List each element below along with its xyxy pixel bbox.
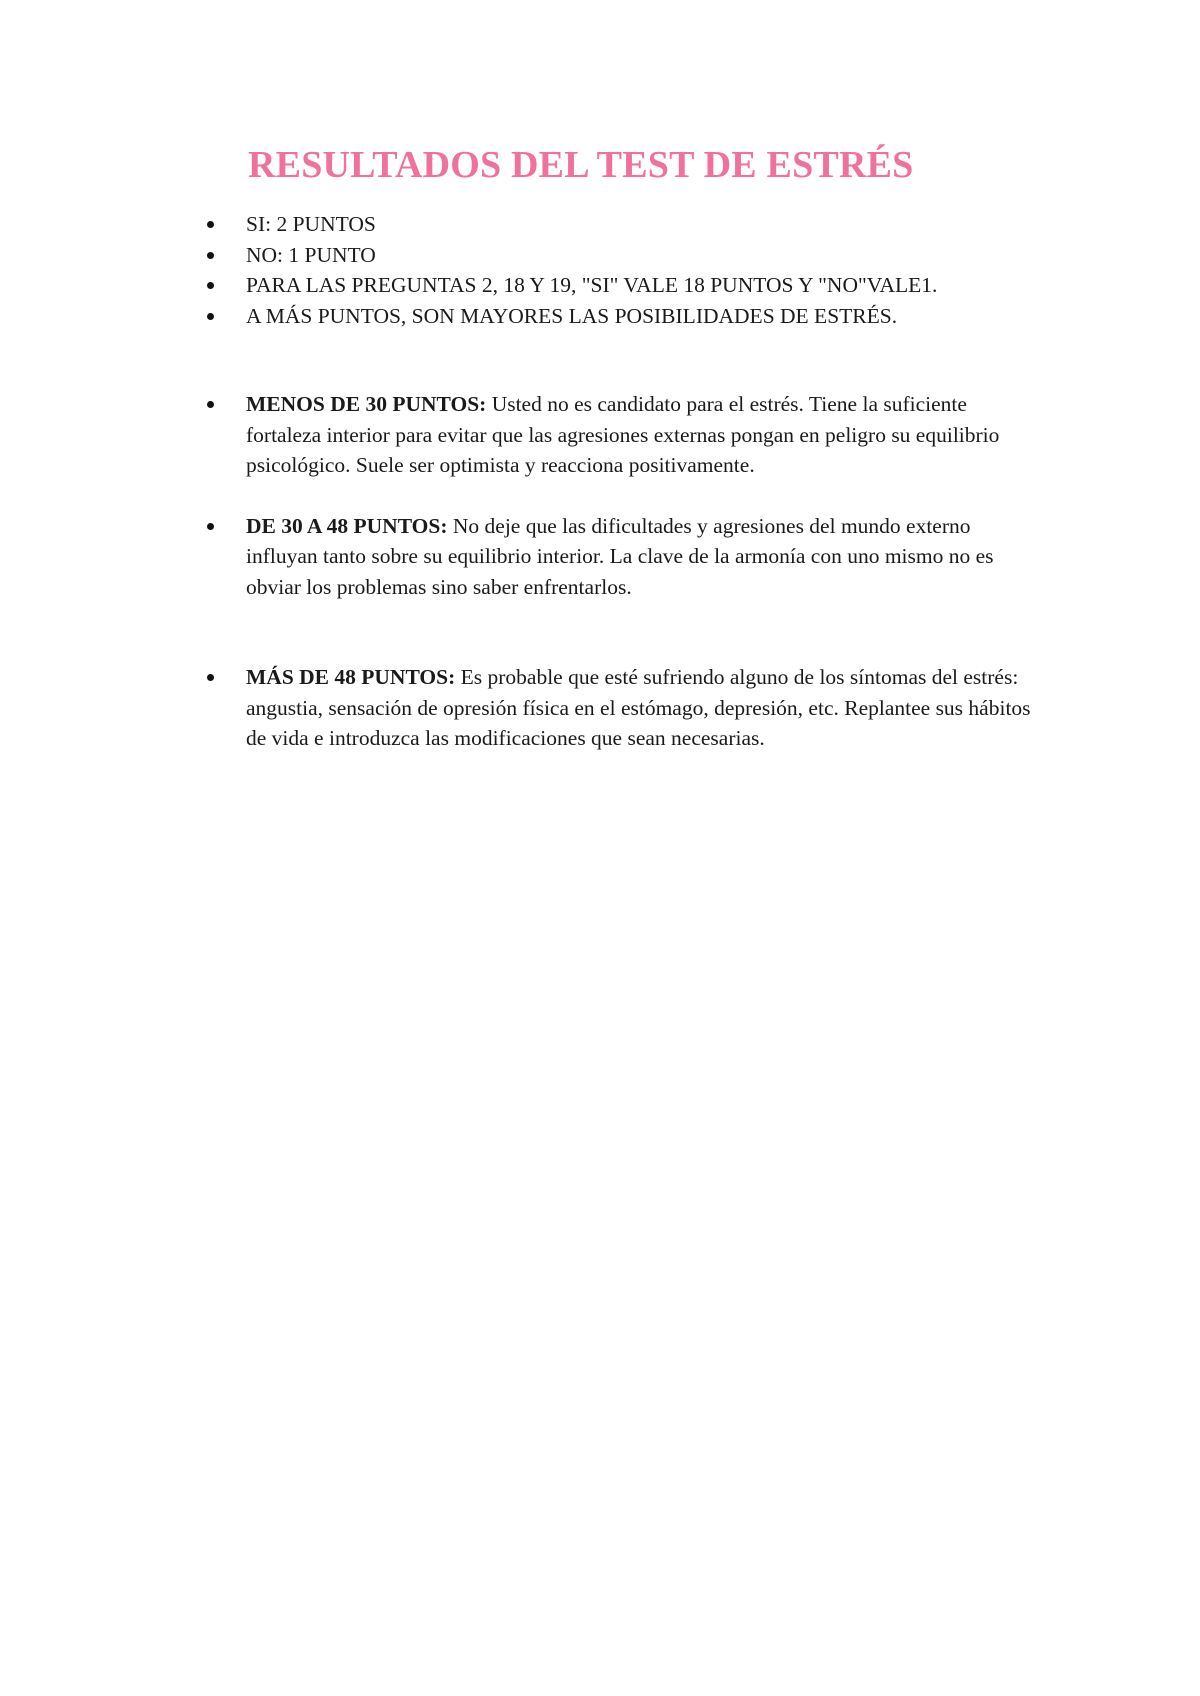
rule-item-no: NO: 1 PUNTO (204, 240, 1034, 271)
scoring-rules-list (204, 209, 1034, 331)
rule-item-special-questions: PARA LAS PREGUNTAS 2, 18 Y 19, "SI" VALE 18 PUNTOS Y "NO"VALE1. (204, 270, 1034, 301)
rule-item-si: SI: 2 PUNTOS (204, 209, 1034, 240)
score-ranges-list (204, 389, 1034, 784)
range-item-under-30 (204, 389, 1034, 481)
range-item-30-to-48 (204, 511, 1034, 603)
range-label: MENOS DE 30 PUNTOS: (246, 392, 487, 416)
range-item-over-48 (204, 662, 1034, 754)
range-label: MÁS DE 48 PUNTOS: (246, 665, 456, 689)
range-description: No deje que las dificultades y agresiones del mundo externo influyan tanto sobre su equilibrio interior. La clave de la armonía con uno mismo no es obviar los problemas sino saber enfrentarlos. (246, 513, 994, 599)
rule-item-more-points: A MÁS PUNTOS, SON MAYORES LAS POSIBILIDADES DE ESTRÉS. (204, 301, 1034, 332)
document-title: RESULTADOS DEL TEST DE ESTRÉS (248, 144, 914, 186)
range-label: DE 30 A 48 PUNTOS: (246, 513, 448, 538)
range-description: Es probable que esté sufriendo alguno de los síntomas del estrés: angustia, sensación de opresión física en el estómago, depresión, etc. Replantee sus hábitos de vida e introduzca las modificaciones que sean necesarias. (246, 665, 1031, 750)
range-description: Usted no es candidato para el estrés. Tiene la suficiente fortaleza interior para evitar que las agresiones externas pongan en peligro su equilibrio psicológico. Suele ser optimista y reacciona positivamente. (246, 392, 1000, 477)
